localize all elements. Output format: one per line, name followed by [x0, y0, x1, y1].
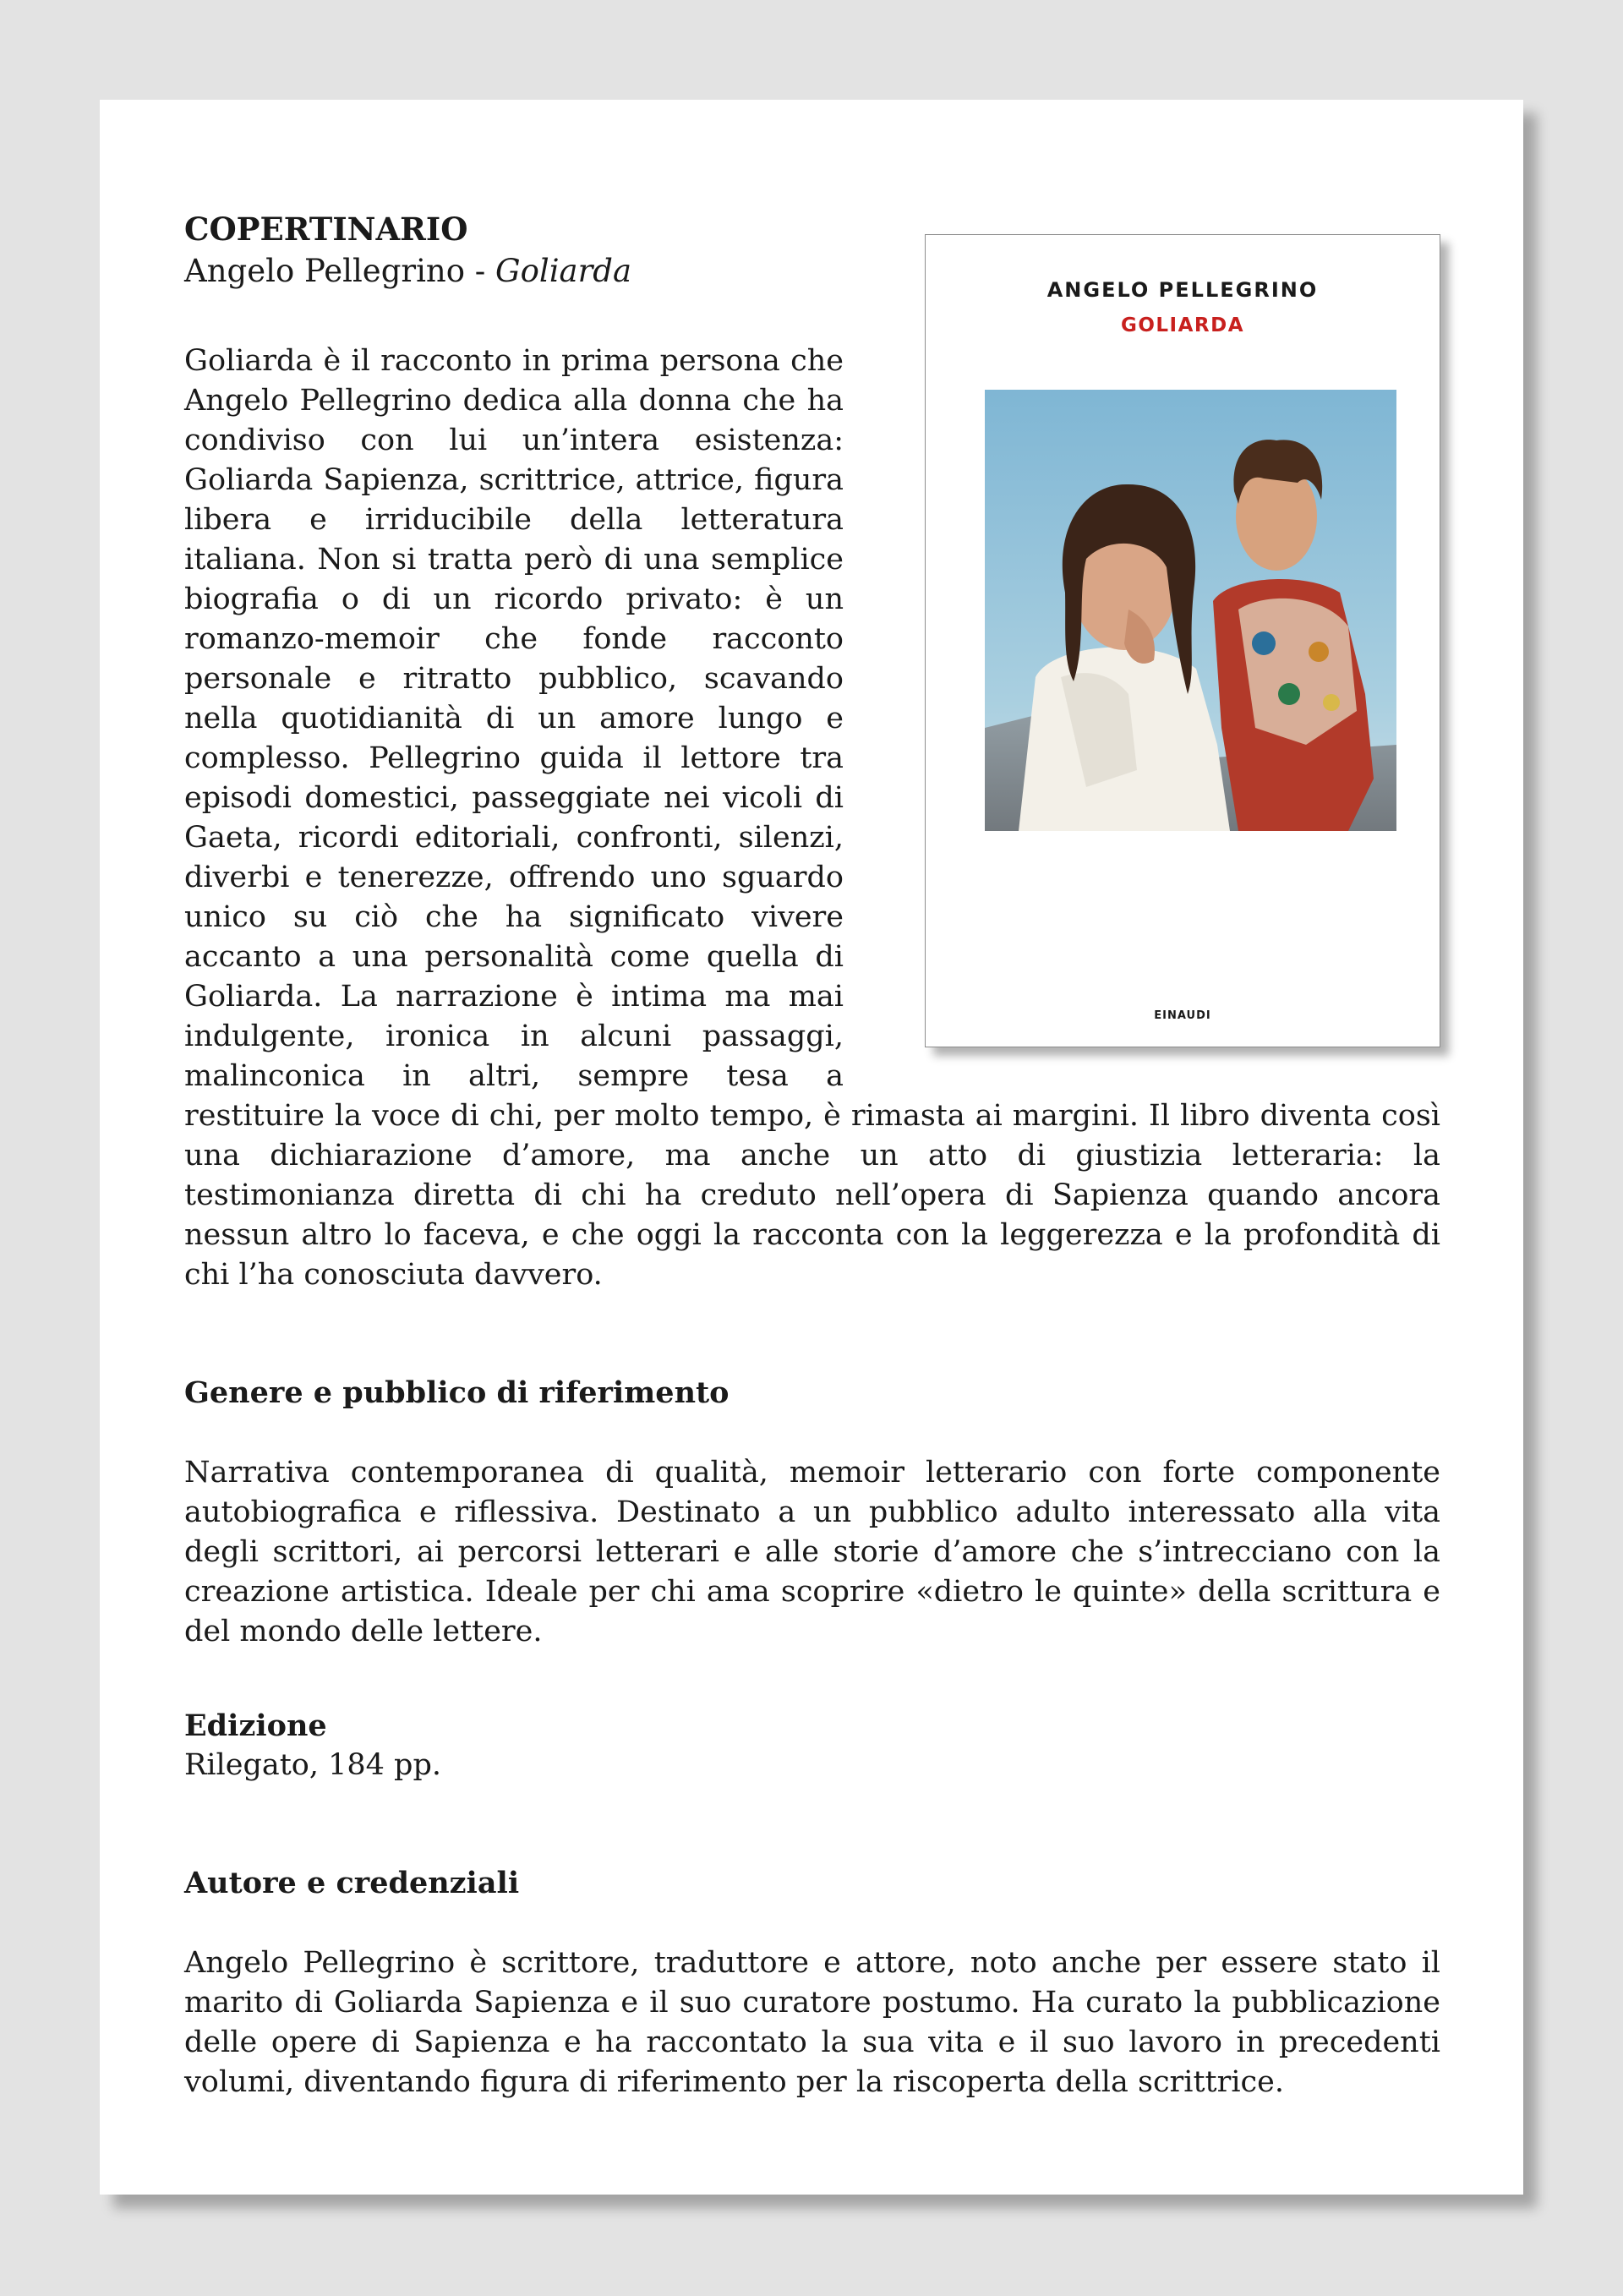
genre-text: Narrativa contemporanea di qualità, memoir letterario con forte componente autobiografica e riflessiva. Destinato a un pubblico adulto interessato alla vita degli scrittori, ai percorsi letterari e alle storie d’amore che s’intrecciano con la creazione artistica. Ideale per chi ama scoprire «dietro le quinte» della scrittura e del mondo delle lettere.: [184, 1456, 1440, 1648]
book-cover: [925, 234, 1440, 1047]
document-heading: COPERTINARIO: [184, 210, 468, 248]
book-description: Goliarda è il racconto in prima persona che Angelo Pellegrino dedica alla donna che ha condiviso con lui un’intera esistenza: Goliarda Sapienza, scrittrice, attrice, figura libera e irriducibile della letteratura italiana. Non si tratta però di una semplice biografia o di un ricordo privato: è un romanzo-memoir che fonde racconto personale e ritratto pubblico, scavando nella quotidianità di un amore lungo e complesso. Pellegrino guida il lettore tra episodi domestici, passeggiate nei vicoli di Gaeta, ricordi editoriali, confronti, silenzi, diverbi e tenerezze, offrendo uno sguardo unico su ciò che ha significato vivere accanto a una personalità come quella di Goliarda. La narrazione è intima ma mai indulgente, ironica in alcuni passaggi, malinconica in altri, sempre tesa a restituire la voce di chi, per molto tempo, è rimasta ai margini. Il libro diventa così una dichiarazione d’amore, ma anche un atto di giustizia letteraria: la testimonianza diretta di chi ha creduto nell’opera di Sapienza quando ancora nessun altro lo faceva, e che oggi la racconta con la leggerezza e la profondità di chi l’ha conosciuta davvero.: [184, 344, 1440, 1292]
cover-photo-image: [985, 390, 1396, 831]
cover-title: GOLIARDA: [1120, 314, 1245, 336]
cover-author: ANGELO PELLEGRINO: [1046, 278, 1319, 302]
author-name: Angelo Pellegrino -: [184, 253, 496, 289]
genre-heading: Genere e pubblico di riferimento: [184, 1375, 730, 1410]
author-credentials-text: Angelo Pellegrino è scrittore, traduttore e attore, noto anche per essere stato il marito di Goliarda Sapienza e il suo curatore postumo. Ha curato la pubblicazione delle opere di Sapienza e ha raccontato la sua vita e il suo lavoro in precedenti volumi, diventando figura di riferimento per la riscoperta della scrittrice.: [184, 1946, 1440, 2099]
cover-photo: [985, 390, 1396, 831]
book-cover-frame: [925, 234, 1440, 1047]
cover-publisher: EINAUDI: [1154, 1009, 1211, 1022]
author-credentials-heading: Autore e credenziali: [184, 1866, 520, 1900]
document-page: [100, 100, 1523, 2195]
edition-text: Rilegato, 184 pp.: [184, 1748, 441, 1782]
book-title: Goliarda: [495, 253, 632, 289]
document-content: [184, 208, 1440, 2102]
edition-heading: Edizione: [184, 1708, 327, 1743]
